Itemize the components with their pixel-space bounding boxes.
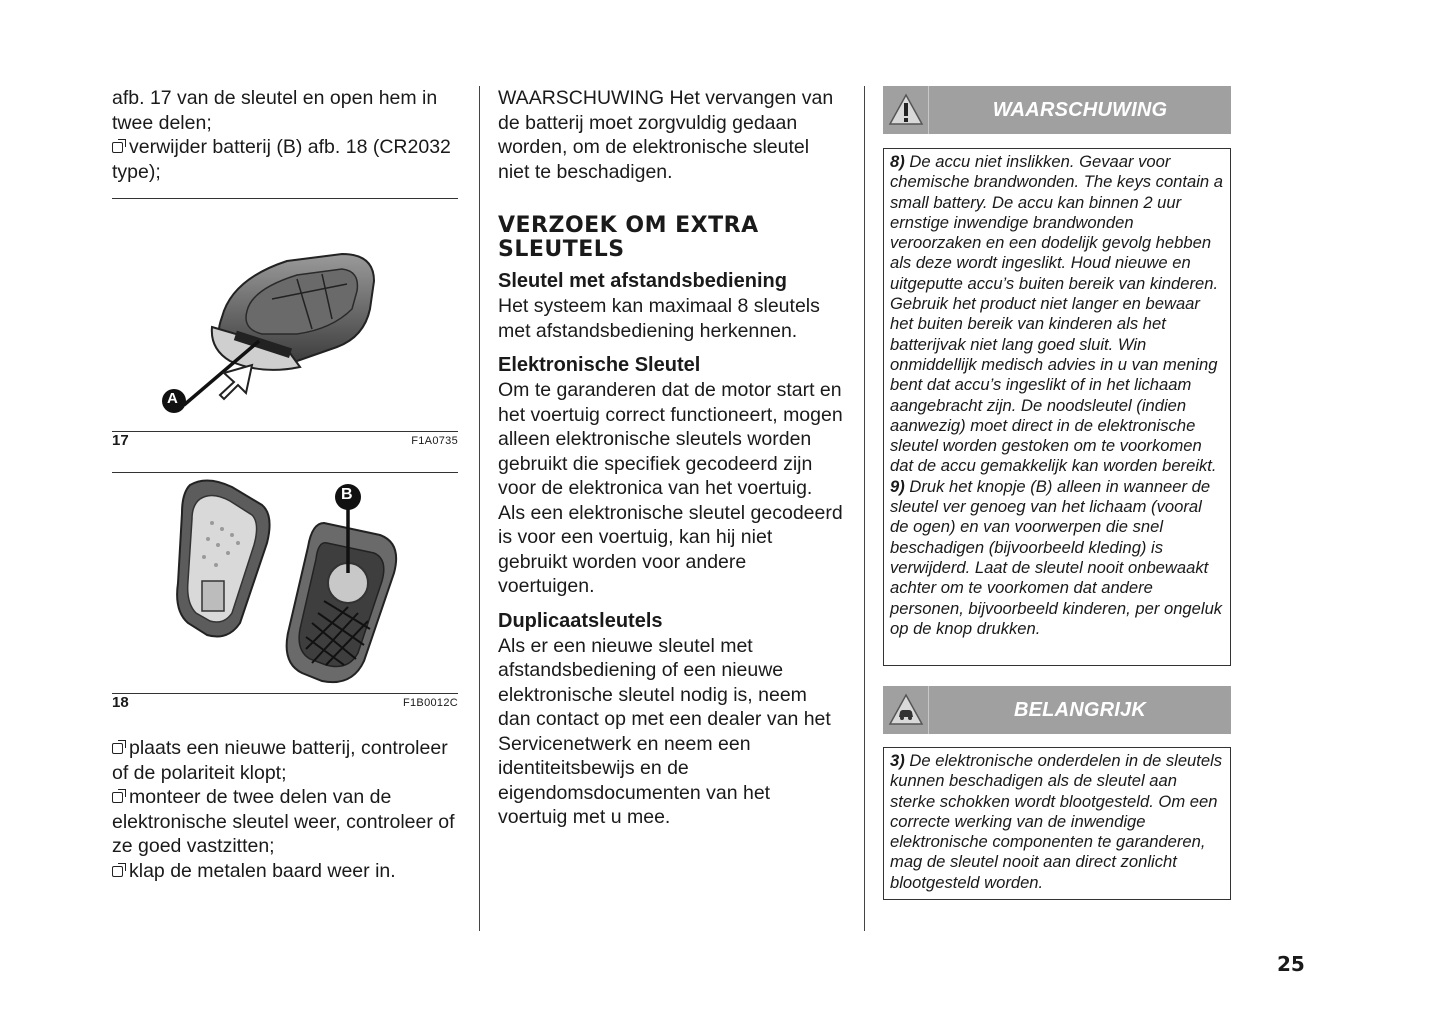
note-9-text: Druk het knopje (B) alleen in wanneer de sleutel ver genoeg van het lichaam (vooral de ogen) en van voorwerpen die snel beschadigen (bijvoorbeeld kleding) is verwijderd. Laat de sleutel nooit onbewaakt achter om te voorkomen dat andere personen, bijvoorbeeld kinderen, per ongeluk op de knop drukken. xyxy=(890,476,1223,638)
checkbox-bullet-icon xyxy=(112,142,123,153)
figure-18-caption xyxy=(112,694,458,736)
column-divider-2 xyxy=(864,86,865,931)
left-column xyxy=(112,86,458,883)
warning-title: WAARSCHUWING xyxy=(992,98,1168,121)
step-2-text: monteer de twee delen van de elektronische sleutel weer, controleer of ze goed vastzitten; xyxy=(112,786,455,857)
note-3-text: De elektronische onderdelen in de sleutels kunnen beschadigen als de sleutel aan sterke schokken wordt blootgesteld. Om een correcte werking van de inwendige elektronische componenten te garanderen, mag de sleutel nooit aan direct zonlicht blootgesteld worden. xyxy=(890,751,1223,892)
note-8-number: 8) xyxy=(890,152,905,171)
note-3 xyxy=(890,751,1224,893)
key-fob-illustration xyxy=(112,199,458,431)
figure-18-number: 18 xyxy=(112,694,129,711)
subsection-electronic-key-text-b: Als een elektronische sleutel gecodeerd is voor een voertuig, kan hij niet gebruikt worden voor andere voertuigen. xyxy=(498,501,843,597)
note-9-number: 9) xyxy=(890,476,905,496)
key-fob-open-illustration xyxy=(112,473,458,693)
subsection-electronic-key-title: Elektronische Sleutel xyxy=(498,354,701,376)
figure-18-code: F1B0012C xyxy=(403,697,458,709)
figure-17 xyxy=(112,199,458,431)
figure-17-number: 17 xyxy=(112,432,129,449)
car-caution-icon xyxy=(883,686,929,734)
checkbox-bullet-icon xyxy=(112,792,123,803)
warning-header xyxy=(883,86,1231,134)
callout-label-a: A xyxy=(167,390,178,407)
note-3-number: 3) xyxy=(890,751,905,770)
important-title: BELANGRIJK xyxy=(1013,698,1146,721)
subsection-electronic-key-text-a: Om te garanderen dat de motor start en het voertuig correct functioneert, mogen alleen elektronische sleutels worden gebruikt die specifiek gecodeerd zijn voor de elektronica van het voertuig. xyxy=(498,379,843,499)
right-column xyxy=(883,86,1231,900)
figure-18 xyxy=(112,473,458,693)
checkbox-bullet-icon xyxy=(112,743,123,754)
warning-triangle-icon xyxy=(883,86,929,134)
checkbox-bullet-icon xyxy=(112,866,123,877)
middle-column xyxy=(498,86,843,830)
step-1 xyxy=(112,736,458,785)
column-divider-1 xyxy=(479,86,480,931)
section-title-line1: VERZOEK OM EXTRA xyxy=(498,213,759,238)
battery-warning-text: WAARSCHUWING Het vervangen van de batterij moet zorgvuldig gedaan worden, om de elektronische sleutel niet te beschadigen. xyxy=(498,87,834,183)
callout-label-b: B xyxy=(341,486,353,503)
step-3 xyxy=(112,859,458,884)
intro-bullet xyxy=(112,135,458,184)
page-number: 25 xyxy=(1277,952,1305,976)
step-1-text: plaats een nieuwe batterij, controleer of de polariteit klopt; xyxy=(112,737,448,784)
subsection-duplicate-keys-title: Duplicaatsleutels xyxy=(498,609,663,632)
section-title-line2: SLEUTELS xyxy=(498,237,625,262)
step-3-text: klap de metalen baard weer in. xyxy=(129,859,396,882)
important-box xyxy=(883,747,1231,900)
figure-17-code: F1A0735 xyxy=(411,435,458,447)
subsection-remote-key-title: Sleutel met afstandsbediening xyxy=(498,270,787,292)
important-header xyxy=(883,686,1231,734)
subsection-remote-key-text: Het systeem kan maximaal 8 sleutels met afstandsbediening herkennen. xyxy=(498,295,820,342)
section-title xyxy=(498,214,843,262)
intro-bullet-text: verwijder batterij (B) afb. 18 (CR2032 type); xyxy=(112,136,451,183)
subsection-duplicate-keys-text: Als er een nieuwe sleutel met afstandsbediening of een nieuwe elektronische sleutel nodig is, neem dan contact op met een dealer van het Servicenetwerk en neem een identiteitsbewijs en de eigendomsdocumenten van het voertuig met u mee. xyxy=(498,634,831,828)
intro-text: afb. 17 van de sleutel en open hem in twee delen; xyxy=(112,87,438,134)
note-8-text: De accu niet inslikken. Gevaar voor chemische brandwonden. The keys contain a small battery. De accu kan binnen 2 uur ernstige inwendige brandwonden veroorzaken en een dodelijk gevolg hebben als deze wordt ingeslikt. Houd nieuwe en uitgeputte accu’s buiten bereik van kinderen. Gebruik het product niet langer en bewaar het buiten bereik van kinderen als het batterijvak niet lang goed sluit. Win onmiddellijk medisch advies in u van mening bent dat accu’s ingeslikt of in het lichaam aangebracht zijn. De noodsleutel (indien aanwezig) moet direct in de elektronische sleutel worden gestoken om te voorkomen dat de accu gemakkelijk kan worden bereikt. xyxy=(890,152,1223,476)
note-8 xyxy=(890,152,1224,477)
step-2 xyxy=(112,785,458,859)
warning-box xyxy=(883,148,1231,666)
note-9 xyxy=(890,477,1224,639)
figure-17-caption xyxy=(112,432,458,472)
